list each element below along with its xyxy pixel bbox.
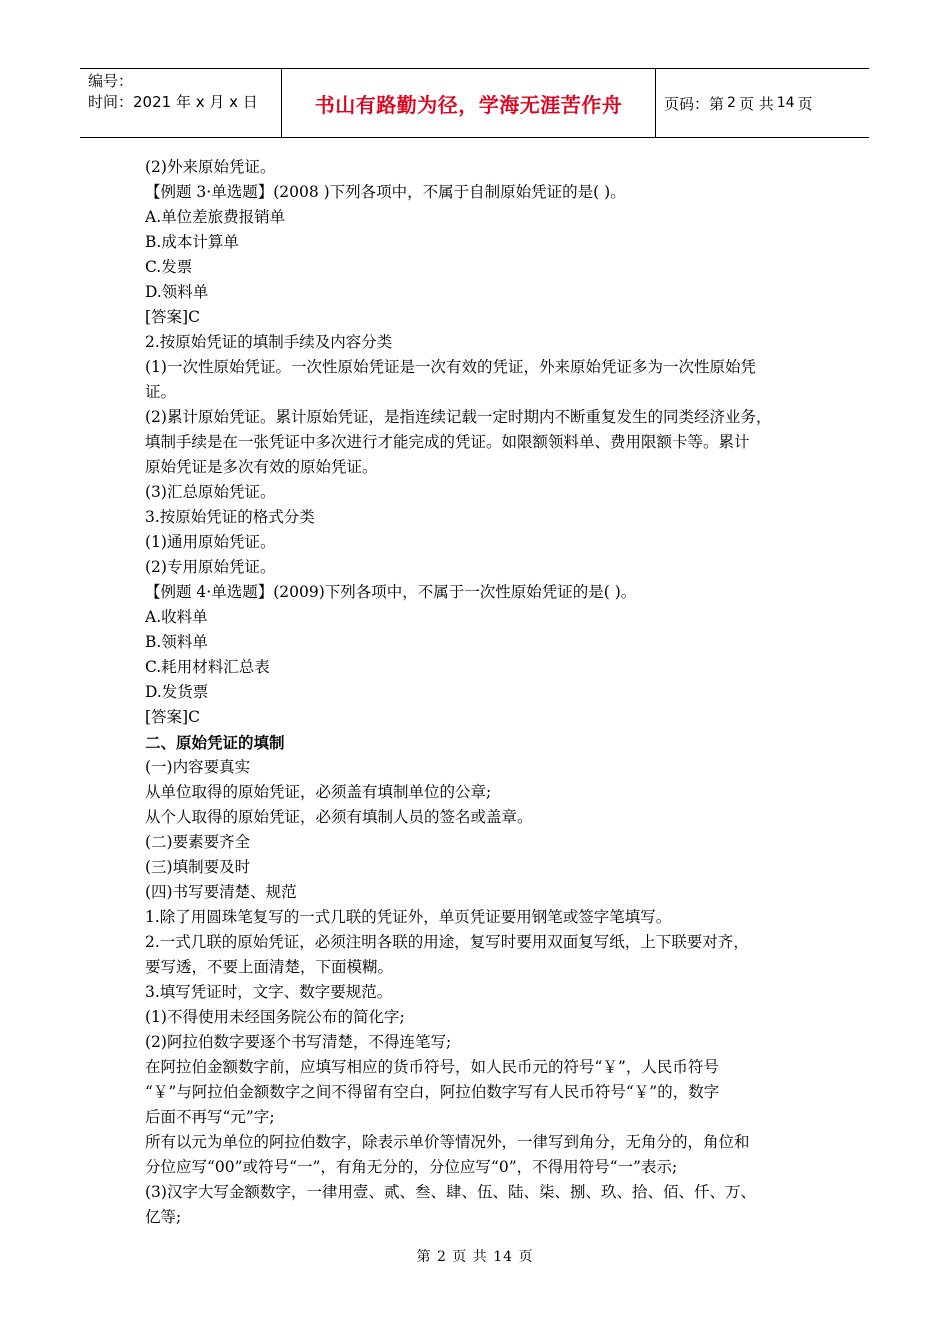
text-line: 2.一式几联的原始凭证，必须注明各联的用途，复写时要用双面复写纸，上下联要对齐， <box>145 933 749 951</box>
header-motto <box>282 69 656 137</box>
text-line: [答案]C <box>145 708 200 726</box>
text-line: (一)内容要真实 <box>145 758 251 776</box>
text-line: (3)汉字大写金额数字，一律用壹、贰、叁、肆、伍、陆、柒、捌、玖、拾、佰、仟、万、 <box>145 1183 756 1201</box>
document-body <box>145 155 810 1230</box>
page-footer: 第 2 页 共 14 页 <box>416 1249 534 1265</box>
text-line: 1.除了用圆珠笔复写的一式几联的凭证外，单页凭证要用钢笔或签字笔填写。 <box>145 908 672 926</box>
text-line: 从个人取得的原始凭证，必须有填制人员的签名或盖章。 <box>145 808 533 826</box>
text-line: 从单位取得的原始凭证，必须盖有填制单位的公章; <box>145 783 492 801</box>
text-line: (3)汇总原始凭证。 <box>145 483 276 501</box>
text-line: 填制手续是在一张凭证中多次进行才能完成的凭证。如限额领料单、费用限额卡等。累计 <box>145 433 750 451</box>
text-line: 在阿拉伯金额数字前，应填写相应的货币符号，如人民币元的符号“￥”，人民币符号 <box>145 1058 719 1076</box>
text-line: (二)要素要齐全 <box>145 833 251 851</box>
text-line: 后面不再写“元”字; <box>145 1108 275 1126</box>
text-line: 要写透，不要上面清楚，下面模糊。 <box>145 958 394 976</box>
text-line: 2.按原始凭证的填制手续及内容分类 <box>145 333 393 351</box>
text-line: 分位应写“00”或符号“一”，有角无分的，分位应写“0”，不得用符号“一”表示; <box>145 1158 678 1176</box>
header-meta <box>80 69 282 137</box>
text-line: (2)阿拉伯数字要逐个书写清楚，不得连笔写; <box>145 1033 452 1051</box>
page-prefix: 页码：第 <box>664 94 725 113</box>
serial-label: 编号： <box>88 72 134 90</box>
text-line: D.发货票 <box>145 683 209 701</box>
text-line: “￥”与阿拉伯金额数字之间不得留有空白，阿拉伯数字写有人民币符号“￥”的，数字 <box>145 1083 720 1101</box>
text-line: 3.按原始凭证的格式分类 <box>145 508 315 526</box>
text-line: (1)通用原始凭证。 <box>145 533 276 551</box>
page-current: 2 <box>727 95 736 111</box>
text-line: 原始凭证是多次有效的原始凭证。 <box>145 458 378 476</box>
text-line: C.耗用材料汇总表 <box>145 658 270 676</box>
text-line: A.单位差旅费报销单 <box>145 208 286 226</box>
page-mid: 页 共 <box>738 94 774 113</box>
text-line: (四)书写要清楚、规范 <box>145 883 297 901</box>
motto-text: 书山有路勤为径，学海无涯苦作舟 <box>314 92 623 117</box>
text-line: 【例题 4·单选题】(2009)下列各项中，不属于一次性原始凭证的是( )。 <box>145 583 637 601</box>
text-line: 【例题 3·单选题】(2008 )下列各项中，不属于自制原始凭证的是( )。 <box>145 183 626 201</box>
text-line: (2)专用原始凭证。 <box>145 558 276 576</box>
text-line: (三)填制要及时 <box>145 858 251 876</box>
section-heading: 二、原始凭证的填制 <box>145 733 285 752</box>
page-total: 14 <box>776 95 795 111</box>
page-suffix: 页 <box>797 94 813 113</box>
time-label: 时间：2021 年 x 月 x 日 <box>88 93 258 111</box>
text-line: 证。 <box>145 383 177 401</box>
text-line: A.收料单 <box>145 608 208 626</box>
text-line: 3.填写凭证时，文字、数字要规范。 <box>145 983 393 1001</box>
text-line: B.领料单 <box>145 633 208 651</box>
text-line: [答案]C <box>145 308 200 326</box>
text-line: C.发票 <box>145 258 193 276</box>
text-line: 亿等; <box>145 1208 182 1226</box>
text-line: D.领料单 <box>145 283 209 301</box>
header-page-info <box>656 69 869 137</box>
text-line: B.成本计算单 <box>145 233 239 251</box>
text-line: (1)一次性原始凭证。一次性原始凭证是一次有效的凭证，外来原始凭证多为一次性原始凭 <box>145 358 756 376</box>
text-line: (2)外来原始凭证。 <box>145 158 276 176</box>
page-header <box>80 68 869 138</box>
text-line: 所有以元为单位的阿拉伯数字，除表示单价等情况外，一律写到角分，无角分的，角位和 <box>145 1133 750 1151</box>
text-line: (2)累计原始凭证。累计原始凭证，是指连续记载一定时期内不断重复发生的同类经济业务， <box>145 408 772 426</box>
text-line: (1)不得使用未经国务院公布的简化字; <box>145 1008 405 1026</box>
